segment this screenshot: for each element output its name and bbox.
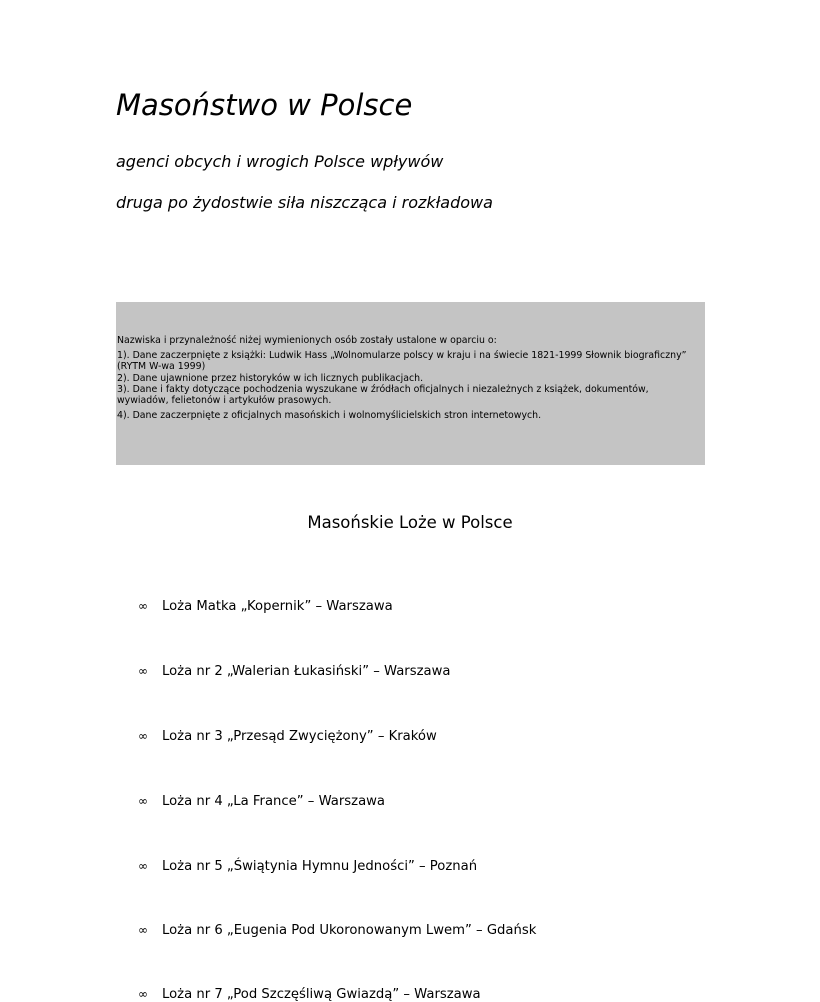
source-item-4: 4). Dane zaczerpnięte z oficjalnych masońskich i wolnomyślicielskich stron internetowych. [117, 410, 542, 422]
source-item-2: 2). Dane ujawnione przez historyków w ich licznych publikacjach. [117, 372, 424, 384]
list-item [138, 923, 536, 938]
sources-infobox [116, 302, 705, 465]
lodge-name: Loża nr 3 „Przesąd Zwyciężony” – Kraków [162, 729, 437, 744]
lodge-name: Loża nr 2 „Walerian Łukasiński” – Warszawa [162, 664, 451, 679]
source-item-1: 1). Dane zaczerpnięte z książki: Ludwik Hass „Wolnomularze polscy w kraju i na świecie 1821-1999 Słownik biograficzny” (RYTM W-wa 1999) [117, 350, 687, 373]
infinity-bullet-icon: ∞ [138, 859, 148, 873]
infinity-bullet-icon: ∞ [138, 987, 148, 1001]
section-heading: Masońskie Loże w Polsce [307, 513, 513, 532]
list-item [138, 859, 477, 874]
lodge-name: Loża nr 5 „Świątynia Hymnu Jedności” – Poznań [162, 859, 478, 874]
list-item [138, 664, 450, 679]
lodge-name: Loża Matka „Kopernik” – Warszawa [162, 599, 393, 614]
list-item [138, 729, 437, 744]
infinity-bullet-icon: ∞ [138, 599, 148, 613]
source-item-3: 3). Dane i fakty dotyczące pochodzenia wyszukane w źródłach oficjalnych i niezależnych z książek, dokumentów, wywiadów, felietonów i artykułów prasowych. [117, 383, 649, 407]
document-title: Masoństwo w Polsce [116, 88, 413, 122]
infinity-bullet-icon: ∞ [138, 664, 148, 678]
document-subtitle-2: druga po żydostwie siła niszcząca i rozkładowa [116, 193, 493, 212]
infinity-bullet-icon: ∞ [138, 923, 148, 937]
infinity-bullet-icon: ∞ [138, 729, 148, 743]
list-item [138, 987, 481, 1002]
infinity-bullet-icon: ∞ [138, 794, 148, 808]
lodge-name: Loża nr 7 „Pod Szczęśliwą Gwiazdą” – Warszawa [162, 987, 481, 1002]
list-item [138, 794, 385, 809]
lodge-name: Loża nr 6 „Eugenia Pod Ukoronowanym Lwem” – Gdańsk [162, 923, 537, 938]
list-item [138, 599, 393, 614]
document-subtitle-1: agenci obcych i wrogich Polsce wpływów [116, 152, 444, 171]
lodge-name: Loża nr 4 „La France” – Warszawa [162, 794, 386, 809]
infobox-intro: Nazwiska i przynależność niżej wymienionych osób zostały ustalone w oparciu o: [117, 335, 497, 346]
